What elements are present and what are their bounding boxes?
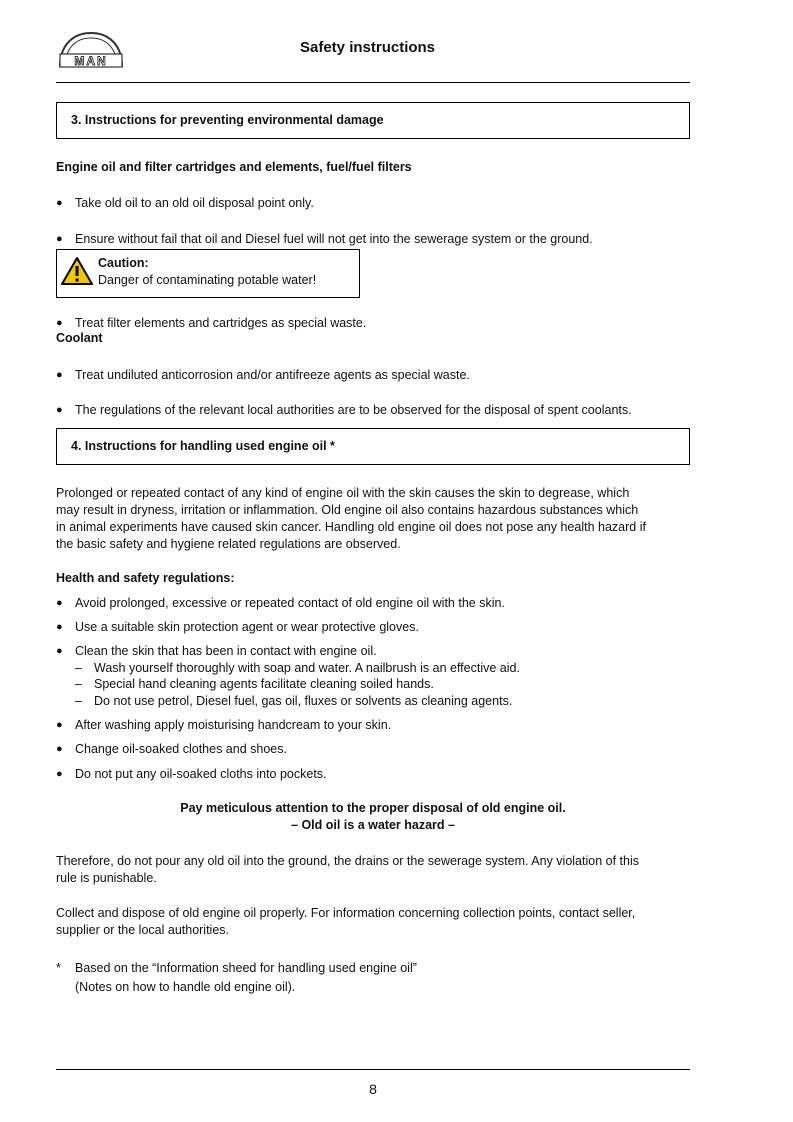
footnote: Based on the “Information sheed for handling used engine oil” (Notes on how to handle old engine oil). [75, 961, 417, 994]
bullet-icon: ● [56, 645, 63, 657]
caution-box [56, 249, 360, 298]
bullet-icon: ● [56, 743, 63, 755]
intro-paragraph: Prolonged or repeated contact of any kind of engine oil with the skin causes the skin to degrease, which may result in dryness, irritation or inflammation. Old engine oil also contains hazardous substances which in animal experiments have caused skin cancer. Handling old engine oil does not pose any health hazard if the basic safety and hygiene related regulations are observed. [56, 486, 646, 551]
svg-text:MAN: MAN [74, 54, 108, 68]
footnote-marker: * [56, 961, 61, 975]
bullet-icon: ● [56, 597, 63, 609]
bullet-icon: ● [56, 317, 63, 329]
health-heading: Health and safety regulations: [56, 571, 235, 585]
emphasis-line-1: Pay meticulous attention to the proper disposal of old engine oil. [180, 801, 566, 815]
section-3-subheading: Engine oil and filter cartridges and elements, fuel/fuel filters [56, 160, 412, 174]
bullet-icon: ● [56, 369, 63, 381]
bullet-icon: ● [56, 719, 63, 731]
section-3-heading: 3. Instructions for preventing environmental damage [71, 113, 384, 127]
dash-item: – Do not use petrol, Diesel fuel, gas oil, fluxes or solvents as cleaning agents. [75, 694, 513, 708]
section-3-heading-box [56, 102, 690, 139]
collection-paragraph: Collect and dispose of old engine oil properly. For information concerning collection points, contact seller, supplier or the local authorities. [56, 906, 636, 937]
footer-rule [56, 1069, 690, 1070]
caution-text: Danger of contaminating potable water! [98, 273, 317, 287]
page-title: Safety instructions [300, 39, 436, 56]
page-number: 8 [369, 1081, 377, 1097]
header-rule [56, 82, 690, 83]
bullet-icon: ● [56, 404, 63, 416]
bullet-icon: ● [56, 197, 63, 209]
emphasis-line-2: – Old oil is a water hazard – [291, 818, 455, 832]
bullet-icon: ● [56, 233, 63, 245]
bullet-icon: ● [56, 621, 63, 633]
bullet-icon: ● [56, 768, 63, 780]
section-4-heading-box [56, 428, 690, 465]
section-4-heading: 4. Instructions for handling used engine oil * [71, 439, 335, 453]
dash-item: – Wash yourself thoroughly with soap and water. A nailbrush is an effective aid. [75, 661, 520, 675]
caution-title: Caution: [98, 256, 149, 270]
coolant-heading: Coolant [56, 331, 103, 345]
disposal-paragraph: Therefore, do not pour any old oil into the ground, the drains or the sewerage system. Any violation of this rule is punishable. [56, 854, 639, 885]
man-logo [56, 30, 126, 70]
warning-icon [61, 256, 93, 286]
dash-item: – Special hand cleaning agents facilitate cleaning soiled hands. [75, 677, 434, 691]
